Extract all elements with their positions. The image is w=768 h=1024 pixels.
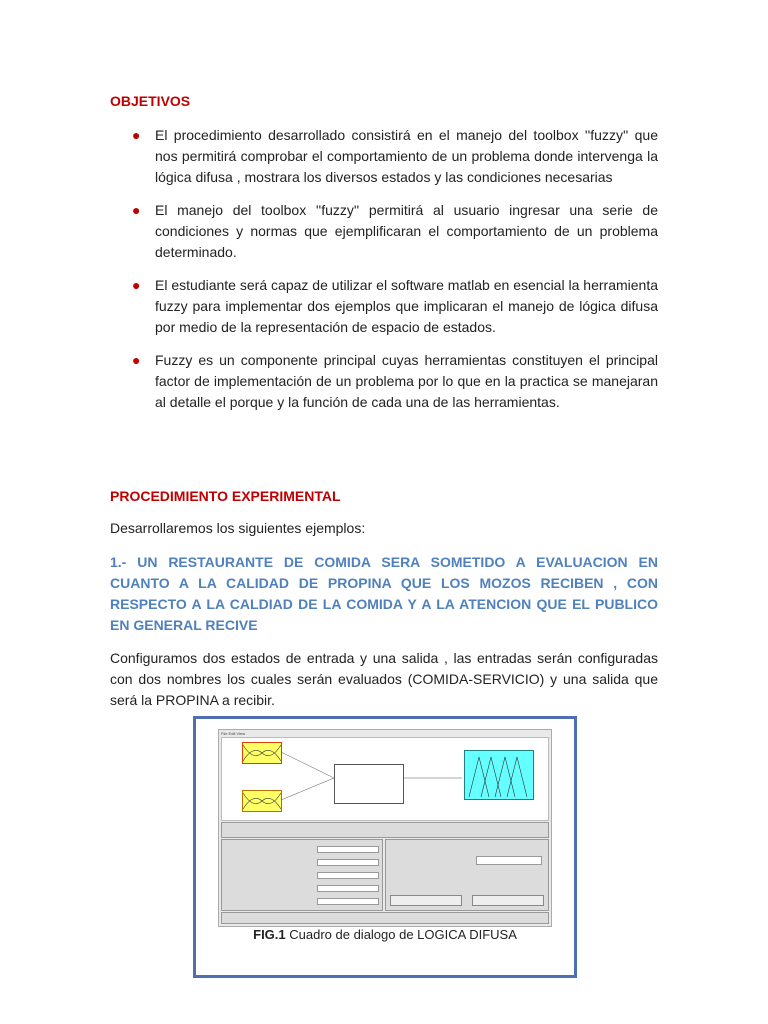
list-item: ● El manejo del toolbox ''fuzzy'' permitirá al usuario ingresar una serie de condiciones y normas que ejemplificaran el comportamiento de un problema determinado. [132,202,658,260]
bullet-icon: ● [132,202,141,218]
implication-select[interactable] [317,872,379,879]
objectives-heading: OBJETIVOS [110,93,191,109]
fis-variable-panel [385,839,549,911]
list-item: ● Fuzzy es un componente principal cuyas herramientas constituyen el principal factor de implementación de un problema por lo que en la practica se manejaran al detalle el porque y la función de cada una de las herramientas. [132,352,658,410]
and-method-select[interactable] [317,846,379,853]
caption-label: FIG.1 [253,927,286,942]
aggregation-select[interactable] [317,885,379,892]
fis-methods-panel [221,839,383,911]
defuzzification-select[interactable] [317,898,379,905]
fis-info-panel [221,822,549,838]
caption-text: Cuadro de dialogo de LOGICA DIFUSA [285,927,517,942]
fis-diagram [221,737,549,821]
bullet-icon: ● [132,127,141,143]
procedure-intro: Desarrollaremos los siguientes ejemplos: [110,520,366,536]
figure-caption [196,927,574,942]
example-title: 1.- UN RESTAURANTE DE COMIDA SERA SOMETIDO A EVALUACION EN CUANTO A LA CALIDAD DE PROPINA QUE LOS MOZOS RECIBEN , CON RESPECTO A LA CALDIAD DE LA COMIDA Y A LA ATENCION QUE EL PUBLICO EN GENERAL RECIVE [110,554,658,633]
help-button[interactable] [390,895,462,906]
list-item: ● El procedimiento desarrollado consistirá en el manejo del toolbox ''fuzzy'' que nos permitirá comprobar el comportamiento de un problema donde intervenga la lógica difusa , mostrara los diversos estados y las condiciones necesarias [132,127,658,185]
list-item: ● El estudiante será capaz de utilizar el software matlab en esencial la herramienta fuzzy para implementar dos ejemplos que implicaran el manejo de lógica difusa por medio de la representación de espacio de estados. [132,277,658,335]
bullet-icon: ● [132,277,141,293]
fis-menubar: File Edit View [221,731,246,736]
output-mf-propina [464,750,534,800]
fis-status-bar [221,912,549,924]
objectives-list [110,125,658,425]
example-description: Configuramos dos estados de entrada y una salida , las entradas serán configuradas con dos nombres los cuales serán evaluados (COMIDA-SERVICIO) y una salida que será la PROPINA a recibir. [110,650,658,708]
bullet-icon: ● [132,352,141,368]
fis-editor-screenshot [218,729,552,927]
figure-frame [193,716,577,978]
close-button[interactable] [472,895,544,906]
or-method-select[interactable] [317,859,379,866]
variable-name-field[interactable] [476,856,542,865]
fis-rule-block [334,764,404,804]
procedure-heading: PROCEDIMIENTO EXPERIMENTAL [110,488,341,504]
